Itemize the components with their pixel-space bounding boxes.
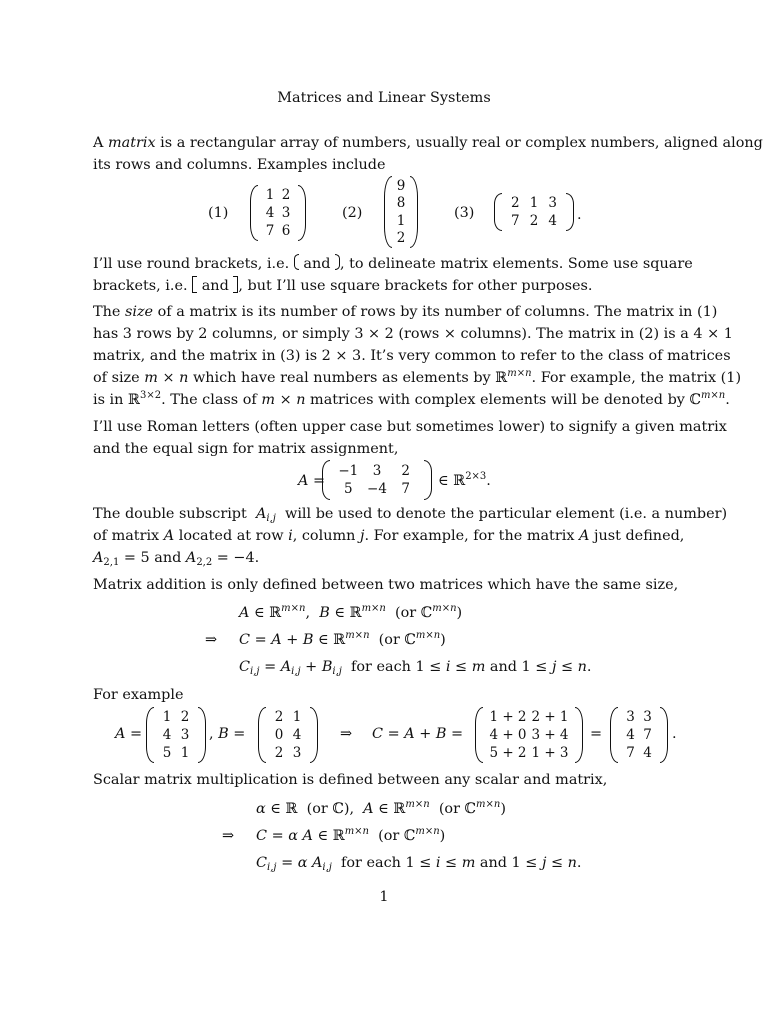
example-implies: ⇒ <box>340 726 353 742</box>
example-matrix-3 <box>494 193 574 231</box>
example-matrix-2 <box>384 176 418 248</box>
example-label-3: (3) <box>454 205 475 221</box>
matrix-entries: 1 2 4 3 5 1 <box>162 709 190 761</box>
example-period: . <box>577 207 582 223</box>
scalar-line3: $C_{i,j} = \alpha$ $A_{i,j}$ for each 1 ≤ i ≤ m and 1 ≤ j ≤ n. <box>256 855 582 873</box>
matrix-entries: 9 8 1 2 <box>396 177 406 247</box>
paragraph-assignment-line1: I’ll use Roman letters (often upper case but sometimes lower) to signify a given matrix <box>93 419 727 435</box>
paragraph-subscript-line3: $A_{2,1} = 5$ and $A_{2,2} = -4$. <box>93 550 260 568</box>
example-matrix-1 <box>250 185 306 241</box>
matrix-A-definition <box>322 460 432 500</box>
example-matrix-C <box>610 707 668 763</box>
example-label-1: (1) <box>208 205 229 221</box>
example-matrix-sum <box>475 707 583 763</box>
example-matrix-B <box>258 707 318 763</box>
paragraph-size-line1: The size of a matrix is its number of rows by its number of columns. The matrix in (1) <box>93 304 718 320</box>
round-bracket-left-icon <box>294 254 299 270</box>
example-A-label: A = <box>115 726 143 742</box>
matrix-entries: 2 1 0 4 2 3 <box>274 709 302 761</box>
example-matrix-A <box>146 707 206 763</box>
example-C-label: C = A + B = <box>372 726 464 742</box>
example-label-2: (2) <box>342 205 363 221</box>
paragraph-size-line2: has 3 rows by 2 columns, or simply 3 × 2 (rows × columns). The matrix in (2) is a 4 × 1 <box>93 326 733 342</box>
matrix-entries: 1 + 2 2 + 1 4 + 0 3 + 4 5 + 2 1 + 3 <box>489 709 569 761</box>
paragraph-size-line4: of size m × n which have real numbers as elements by ℝ$^{m\times n}$. For example, the matrix (1) <box>93 368 742 386</box>
paragraph-matrix-definition: A matrix is a rectangular array of numbers, usually real or complex numbers, aligned along <box>93 135 763 151</box>
scalar-line2: C = α A ∈ ℝ$^{m\times n}$ (or ℂ$^{m\times n}$) <box>256 826 446 844</box>
addition-line2: C = A + B ∈ ℝ$^{m\times n}$ (or ℂ$^{m\times n}$) <box>239 630 446 648</box>
addition-line3: $C_{i,j} = A_{i,j} + B_{i,j}$ for each 1 ≤ i ≤ m and 1 ≤ j ≤ n. <box>239 659 592 677</box>
document-title: Matrices and Linear Systems <box>277 90 491 106</box>
example-B-label: , B = <box>209 726 246 742</box>
paragraph-scalar-intro: Scalar matrix multiplication is defined between any scalar and matrix, <box>93 772 608 788</box>
page-number: 1 <box>379 889 389 905</box>
square-bracket-left-icon <box>192 276 197 293</box>
paragraph-addition-intro: Matrix addition is only defined between two matrices which have the same size, <box>93 577 679 593</box>
matrix-entries: 2 1 3 7 2 4 <box>511 195 557 229</box>
paragraph-example-intro: For example <box>93 687 184 703</box>
example-equals: = <box>590 726 603 742</box>
scalar-line1: α ∈ ℝ (or ℂ), A ∈ ℝ$^{m\times n}$ (or ℂ$^{m\times n}$) <box>256 799 506 817</box>
matrix-entries: −1 3 2 5 −4 7 <box>338 462 410 498</box>
addition-implies: ⇒ <box>205 632 218 648</box>
paragraph-size-line5: is in ℝ$^{3\times 2}$. The class of m × n matrices with complex elements will be denoted by ℂ$^{m\times n}$. <box>93 390 730 408</box>
example-period-2: . <box>672 726 677 742</box>
paragraph-assignment-line2: and the equal sign for matrix assignment, <box>93 441 399 457</box>
paragraph-subscript-line1: The double subscript $A_{i,j}$ will be used to denote the particular element (i.e. a number) <box>93 506 728 524</box>
addition-line1: A ∈ ℝ$^{m\times n}$, B ∈ ℝ$^{m\times n}$ (or ℂ$^{m\times n}$) <box>239 603 463 621</box>
paragraph-matrix-definition-line2: its rows and columns. Examples include <box>93 157 386 173</box>
scalar-implies: ⇒ <box>222 828 235 844</box>
paragraph-brackets-line1: I’ll use round brackets, i.e. and , to delineate matrix elements. Some use square <box>93 256 693 272</box>
equation-A-membership: ∈ ℝ$^{2\times 3}$. <box>438 471 491 489</box>
matrix-entries: 1 2 4 3 7 6 <box>265 187 291 239</box>
equation-A-label: A = <box>298 473 326 489</box>
paragraph-size-line3: matrix, and the matrix in (3) is 2 × 3. It’s very common to refer to the class of matrices <box>93 348 731 364</box>
matrix-entries: 3 3 4 7 7 4 <box>626 709 652 761</box>
paragraph-brackets-line2: brackets, i.e. and , but I’ll use square brackets for other purposes. <box>93 278 593 294</box>
paragraph-subscript-line2: of matrix A located at row i, column j. For example, for the matrix A just defined, <box>93 528 685 544</box>
